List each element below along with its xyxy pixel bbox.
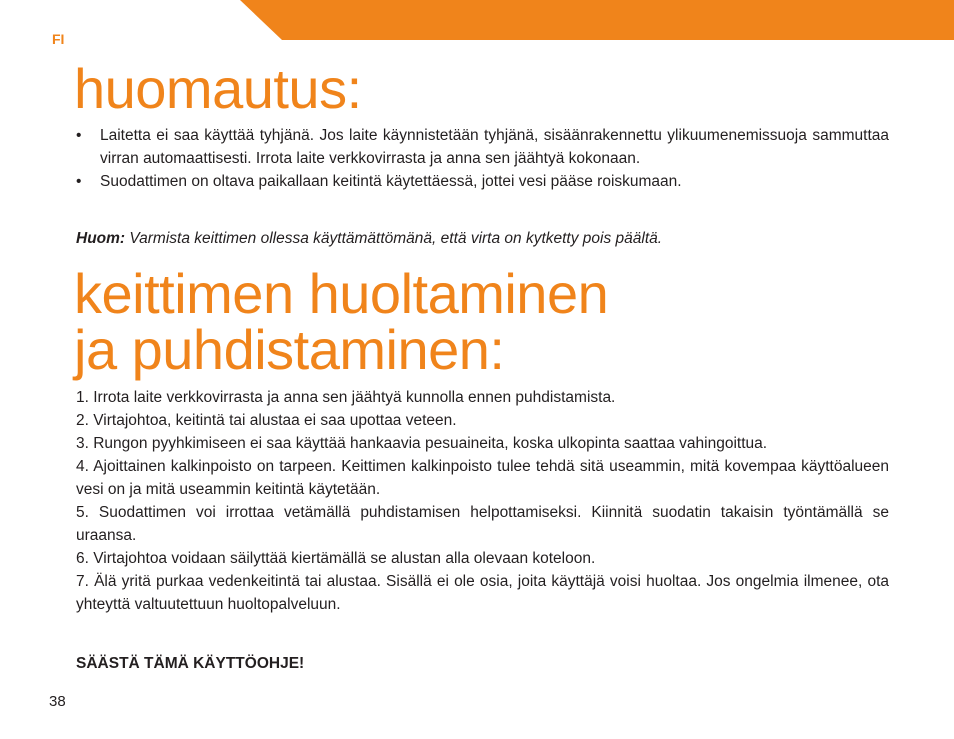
- note-text: Varmista keittimen ollessa käyttämättömänä, että virta on kytketty pois päältä.: [125, 230, 663, 247]
- bullet-item: [76, 170, 889, 193]
- header-orange-band: [0, 0, 954, 40]
- bullet-text: Suodattimen on oltava paikallaan keitintä käytettäessä, jottei vesi pääse roiskumaan.: [100, 173, 682, 190]
- step-item: 4. Ajoittainen kalkinpoisto on tarpeen. Keittimen kalkinpoisto tulee tehdä sitä useammin, mitä kovempaa käyttöalueen vesi on ja mitä useammin keitintä käytetään.: [76, 458, 889, 498]
- care-steps-list: [76, 386, 889, 616]
- bullet-dot: •: [76, 127, 82, 144]
- step-item: 2. Virtajohtoa, keitintä tai alustaa ei saa upottaa veteen.: [76, 412, 457, 429]
- bullet-item: [76, 124, 889, 170]
- note-label: Huom:: [76, 230, 126, 247]
- step-item: 3. Rungon pyyhkimiseen ei saa käyttää hankaavia pesuaineita, koska ulkopinta saattaa vahingoittua.: [76, 435, 768, 452]
- note-paragraph: [76, 227, 889, 250]
- step-item: 1. Irrota laite verkkovirrasta ja anna sen jäähtyä kunnolla ennen puhdistamista.: [76, 389, 616, 406]
- step-item: 6. Virtajohtoa voidaan säilyttää kiertämällä se alustan alla olevaan koteloon.: [76, 550, 596, 567]
- page-number: 38: [49, 693, 66, 710]
- language-label: FI: [52, 31, 65, 47]
- step-item: 7. Älä yritä purkaa vedenkeitintä tai alustaa. Sisällä ei ole osia, joita käyttäjä voisi huoltaa. Jos ongelmia ilmenee, ota yhteyttä valtuutettuun huoltopalveluun.: [76, 573, 889, 613]
- note-bullet-list: [76, 124, 889, 193]
- step-item: 5. Suodattimen voi irrottaa vetämällä puhdistamisen helpottamiseksi. Kiinnitä suodatin takaisin työntämällä se uraansa.: [76, 504, 889, 544]
- save-instructions: SÄÄSTÄ TÄMÄ KÄYTTÖOHJE!: [76, 655, 305, 672]
- note-title: huomautus:: [74, 57, 362, 120]
- bullet-text: Laitetta ei saa käyttää tyhjänä. Jos laite käynnistetään tyhjänä, sisäänrakennettu ylikuumenemissuoja sammuttaa virran automaattisesti. Irrota laite verkkovirrasta ja anna sen jäähtyä kokonaan.: [100, 127, 889, 167]
- bullet-dot: •: [76, 173, 82, 190]
- care-title-line1: keittimen huoltaminen: [74, 262, 609, 325]
- care-title-line2: ja puhdistaminen:: [74, 318, 505, 381]
- care-title: [74, 262, 609, 381]
